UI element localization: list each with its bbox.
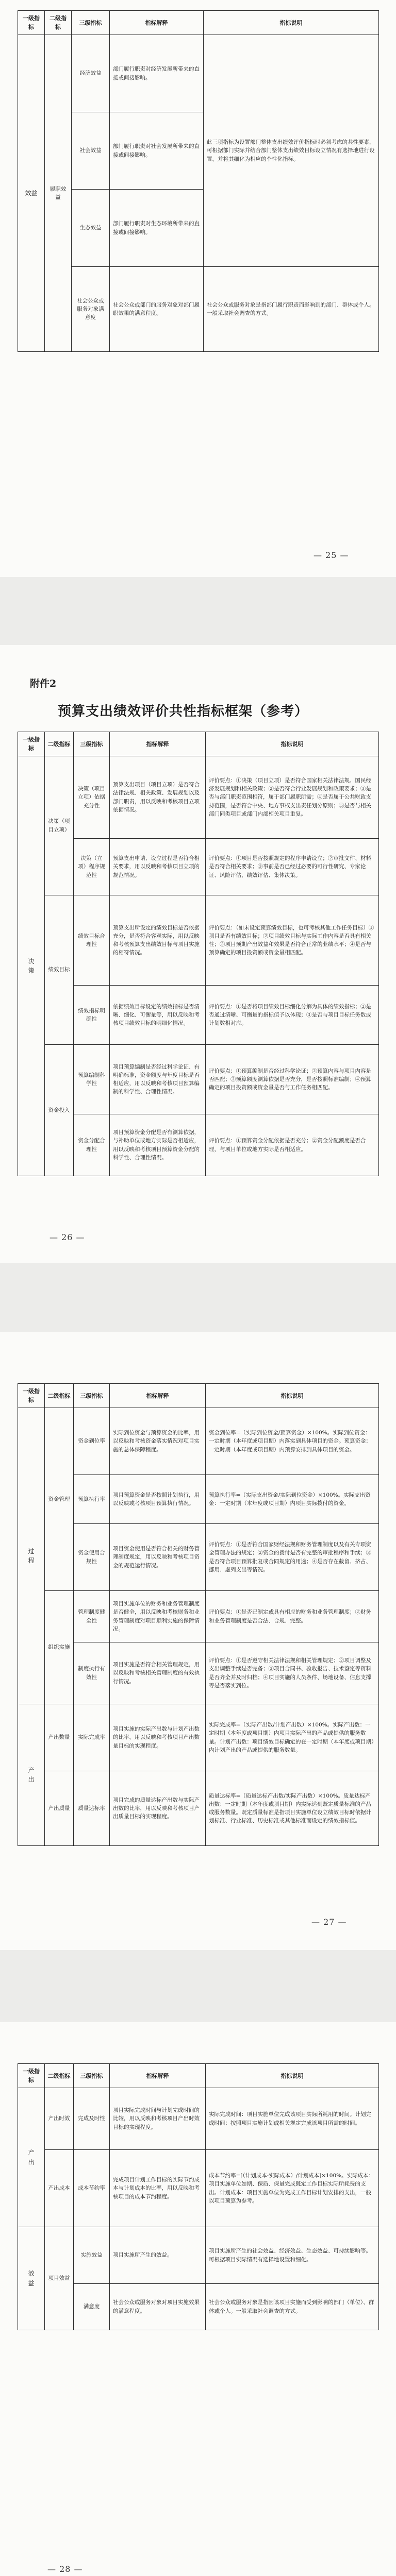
table-row [18, 756, 379, 839]
explanation-cell: 项目预算资金分配是否有测算依据，与补助单位或地方实际是否相适应，用以反映和考核项目预算资金分配的科学性、合理性情况。 [110, 1114, 206, 1176]
level2-cell: 绩效目标 [45, 895, 74, 1045]
header-level1: 一级指标 [18, 11, 45, 35]
table-row [18, 1045, 379, 1114]
table-header-row [18, 732, 379, 756]
table-row [18, 2227, 379, 2284]
level3-cell: 社会公众或服务对象满意度 [72, 267, 110, 352]
level3-cell: 绩效指标明确性 [74, 986, 110, 1045]
level3-cell: 实际完成率 [74, 1704, 110, 1771]
table-row [18, 2088, 379, 2150]
header-description: 指标说明 [206, 1384, 379, 1408]
page-number: — 27 — [311, 1917, 347, 1927]
level3-cell: 生态效益 [72, 190, 110, 267]
level2-cell: 产出成本 [45, 2150, 74, 2227]
explanation-cell: 预算支出所设定的绩效目标是否依据充分，是否符合客观实际，用以反映和考核预算支出绩效目标与项目实施的相符情况。 [110, 895, 206, 986]
description-cell: 资金到位率=（实际到位资金/预算资金）×100%。实际到位资金：一定时期（本年度或项目期）内落实到具体项目的资金。预算资金：一定时期（本年度或项目期）内预算安排到具体项目的资金。 [206, 1408, 379, 1475]
document-page-3 [0, 1332, 396, 1950]
level1-char: 益 [28, 2279, 35, 2287]
level1-cell [18, 1408, 45, 1704]
page-gap [0, 1950, 396, 2022]
description-cell: 社会公众或服务对象是指因该项目实施而受到影响的部门（单位）、群体或个人。一般采取社会调查的方式。 [206, 2284, 379, 2330]
page-gap [0, 1263, 396, 1332]
level3-cell: 质量达标率 [74, 1771, 110, 1846]
description-cell: 质量达标率=（质量达标产出数/实际产出数）×100%。质量达标产出数：一定时期（本年度或项目期）内实际达到既定质量标准的产品或服务数量。既定质量标准是指项目实施单位设立绩效目标时依据计划标准、行业标准、历史标准或其他标准而设定的绩效指标值。 [206, 1771, 379, 1846]
level2-cell: 产出时效 [45, 2088, 74, 2150]
header-level1: 一级指标 [18, 2064, 45, 2088]
explanation-cell: 项目预算编制是否经过科学论证、有明确标准，资金额度与年度目标是否相适应，用以反映和考核项目预算编制的科学性、合理性情况。 [110, 1045, 206, 1114]
level2-cell: 履职效益 [45, 35, 72, 352]
level3-cell: 预算编制科学性 [74, 1045, 110, 1114]
description-cell: 评价要点：（如未设定预算绩效目标，也可考核其他工作任务目标）①项目是否有绩效目标；②项目绩效目标与实际工作内容是否具有相关性；③项目预期产出效益和效果是否符合正常的业绩水平；④是否与预算确定的项目投资额或资金量相匹配。 [206, 895, 379, 986]
description-cell: 社会公众或服务对象是指部门履行职责而影响到的部门、群体或个人。一般采取社会调查的方式。 [204, 267, 379, 352]
explanation-cell: 预算支出申请、设立过程是否符合相关要求，用以反映和考核项目立项的规范情况。 [110, 839, 206, 895]
description-cell: 实际完成时间：项目实施单位完成该项目实际所耗用的时间。计划完成时间：按照项目实施计划或相关规定完成该项目所需的时间。 [206, 2088, 379, 2150]
description-cell: 成本节约率=[（计划成本-实际成本）/计划成本]×100%。实际成本：项目实施单位如期、保质、保量完成既定工作目标实际所耗费的支出。计划成本：项目实施单位为完成工作目标计划安排的支出，一般以项目预算为参考。 [206, 2150, 379, 2227]
indicator-table-page-2 [18, 732, 379, 1176]
level1-char: 策 [28, 967, 35, 975]
header-level1: 一级指标 [18, 1384, 45, 1408]
explanation-cell: 实际到位资金与预算资金的比率，用以反映和考核资金落实情况对项目实施的总体保障程度。 [110, 1408, 206, 1475]
explanation-cell: 依据绩效目标设定的绩效指标是否清晰、细化、可衡量等，用以反映和考核项目绩效目标的明细化情况。 [110, 986, 206, 1045]
header-description: 指标说明 [204, 11, 379, 35]
header-explanation: 指标解释 [110, 11, 204, 35]
description-cell: 评价要点：①预算资金分配依据是否充分；②资金分配额度是否合理，与项目单位或地方实际是否相适应。 [206, 1114, 379, 1176]
explanation-cell: 项目实施是否符合相关管理规定，用以反映和考核相关管理制度的有效执行情况。 [110, 1642, 206, 1704]
level2-cell: 资金管理 [45, 1408, 74, 1591]
table-row [18, 895, 379, 986]
description-cell: 项目实施所产生的社会效益、经济效益、生态效益、可持续影响等。可根据项目实际情况有选择地设置和细化。 [206, 2227, 379, 2284]
explanation-cell: 项目完成的质量达标产出数与实际产出数的比率，用以反映和考核项目产出质量目标的实现程度。 [110, 1771, 206, 1846]
level3-cell: 满意度 [74, 2284, 110, 2330]
explanation-cell: 社会公众或服务对象对项目实施效果的满意程度。 [110, 2284, 206, 2330]
level1-char: 过 [28, 1547, 35, 1555]
table-row [18, 1771, 379, 1846]
level2-cell: 资金投入 [45, 1045, 74, 1176]
table-header-row [18, 1384, 379, 1408]
level1-char: 程 [28, 1557, 35, 1565]
level3-cell: 管理制度健全性 [74, 1591, 110, 1642]
table-header-row [18, 11, 379, 35]
header-level3: 三级指标 [74, 1384, 110, 1408]
level3-cell: 资金分配合理性 [74, 1114, 110, 1176]
level1-cell: 效益 [18, 35, 45, 352]
explanation-cell: 项目预算资金是否按照计划执行，用以反映或考核项目预算执行情况。 [110, 1475, 206, 1524]
level3-cell: 资金使用合规性 [74, 1524, 110, 1591]
level1-char: 决 [28, 957, 35, 965]
indicator-table-page-3 [18, 1383, 379, 1846]
level3-cell: 社会效益 [72, 112, 110, 190]
level3-cell: 决策（项目立项）依据充分性 [74, 756, 110, 839]
level1-cell [18, 756, 45, 1176]
header-level2: 二级指标 [45, 732, 74, 756]
description-cell: 评价要点：①是否将项目绩效目标细化分解为具体的绩效指标；②是否通过清晰、可衡量的指标值予以体现；③是否与项目目标任务数或计划数相对应。 [206, 986, 379, 1045]
level1-cell [18, 2227, 45, 2330]
level1-char: 产 [28, 2149, 35, 2156]
description-cell: 此三项指标为设置部门整体支出绩效评价指标时必须考虑的共性要素，可根据部门实际并结合部门整体支出绩效目标设立情况有选择地进行设置，并将其细化为相应的个性化指标。 [204, 35, 379, 267]
explanation-cell: 项目实施所产生的效益。 [110, 2227, 206, 2284]
table-header-row [18, 2064, 379, 2088]
explanation-cell: 社会公众或部门的服务对象对部门履职效果的满意程度。 [110, 267, 204, 352]
table-row [18, 2150, 379, 2227]
level3-cell: 成本节约率 [74, 2150, 110, 2227]
description-cell: 预算执行率=（实际支出资金/实际到位资金）×100%。实际支出资金：一定时期（本年度或项目期）内项目实际拨付的资金。 [206, 1475, 379, 1524]
document-title: 预算支出绩效评价共性指标框架（参考） [58, 704, 309, 719]
level3-cell: 经济效益 [72, 35, 110, 112]
explanation-cell: 项目实施的实际产出数与计划产出数的比率，用以反映和考核项目产出数量目标的实现程度。 [110, 1704, 206, 1771]
explanation-cell: 完成项目计划工作目标的实际节约成本与计划成本的比率，用以反映和考核项目的成本节约程度。 [110, 2150, 206, 2227]
explanation-cell: 部门履行职责对社会发展所带来的直接或间接影响。 [110, 112, 204, 190]
level2-cell: 产出数量 [45, 1704, 74, 1771]
level3-cell: 实施效益 [74, 2227, 110, 2284]
description-cell: 实际完成率=（实际产出数/计划产出数）×100%。实际产出数：一定时期（本年度或项目期）内项目实际产出的产品或提供的服务数量。计划产出数：项目绩效目标确定的在一定时期（本年度或项目期）内计划产出的产品或提供的服务数量。 [206, 1704, 379, 1771]
header-level3: 三级指标 [74, 732, 110, 756]
header-description: 指标说明 [206, 2064, 379, 2088]
level1-char: 出 [28, 2158, 35, 2166]
level2-cell: 决策（项目立项） [45, 756, 74, 895]
level2-cell: 产出质量 [45, 1771, 74, 1846]
explanation-cell: 项目资金使用是否符合相关的财务管理制度规定，用以反映和考核项目资金的规范运行情况。 [110, 1524, 206, 1591]
document-page-4 [0, 2022, 396, 2576]
description-cell: 评价要点：①是否已制定或具有相应的财务和业务管理制度；②财务和业务管理制度是否合法、合规、完整。 [206, 1591, 379, 1642]
description-cell: 评价要点：①项目是否按照规定的程序申请设立；②审批文件、材料是否符合相关要求；③事前是否已经过必要的可行性研究、专家论证、风险评估、绩效评估、集体决策。 [206, 839, 379, 895]
level1-cell [18, 1704, 45, 1846]
description-cell: 评价要点：①是否符合国家财经法规和财务管理制度以及有关专项资金管理办法的规定；②资金的拨付是否有完整的审批程序和手续；③是否符合项目预算批复或合同规定的用途；④是否存在截留、挤占、挪用、虚列支出等情况。 [206, 1524, 379, 1591]
level3-cell: 资金到位率 [74, 1408, 110, 1475]
table-row [18, 35, 379, 112]
header-level2: 二级指标 [45, 2064, 74, 2088]
table-row [18, 267, 379, 352]
header-explanation: 指标解释 [110, 1384, 206, 1408]
header-description: 指标说明 [206, 732, 379, 756]
explanation-cell: 项目实施单位的财务和业务管理制度是否健全，用以反映和考核财务和业务管理制度对项目顺利实施的保障情况。 [110, 1591, 206, 1642]
description-cell: 评价要点：①决策（项目立项）是否符合国家相关法律法规、国民经济发展规划和相关政策；②是否符合行业发展规划和政策要求；③是否与部门职责范围相符，属于部门履职所需；④是否属于公共财政支持范围，是否符合中央、地方事权支出责任划分原则；⑤是否与相关部门同类项目或部门内部相关项目重复。 [206, 756, 379, 839]
header-level1: 一级指标 [18, 732, 45, 756]
description-cell: 评价要点：①预算编制是否经过科学论证；②预算内容与项目内容是否匹配；③预算额度测算依据是否充分，是否按照标准编制；④预算确定的项目投资额或资金量是否与工作任务相匹配。 [206, 1045, 379, 1114]
level3-cell: 绩效目标合理性 [74, 895, 110, 986]
level2-cell: 项目效益 [45, 2227, 74, 2330]
document-page-2 [0, 645, 396, 1263]
document-page-1 [0, 0, 396, 577]
header-level3: 三级指标 [74, 2064, 110, 2088]
table-row [18, 1408, 379, 1475]
header-level2: 二级指标 [45, 1384, 74, 1408]
level3-cell: 预算执行率 [74, 1475, 110, 1524]
explanation-cell: 部门履行职责对生态环境所带来的直接或间接影响。 [110, 190, 204, 267]
page-gap [0, 577, 396, 645]
page-number: — 26 — [50, 1232, 85, 1242]
annex-label: 附件2 [30, 678, 57, 689]
explanation-cell: 部门履行职责对经济发展所带来的直接或间接影响。 [110, 35, 204, 112]
page-number: — 25 — [314, 550, 349, 560]
level3-cell: 制度执行有效性 [74, 1642, 110, 1704]
header-explanation: 指标解释 [110, 732, 206, 756]
level1-char: 效 [28, 2270, 35, 2277]
level3-cell: 完成及时性 [74, 2088, 110, 2150]
level1-cell [18, 2088, 45, 2227]
indicator-table-page-1 [18, 10, 379, 352]
level1-char: 出 [28, 1776, 35, 1784]
header-explanation: 指标解释 [110, 2064, 206, 2088]
level3-cell: 决策（立项）程序规范性 [74, 839, 110, 895]
header-level3: 三级指标 [72, 11, 110, 35]
table-row [18, 1704, 379, 1771]
description-cell: 评价要点：①是否遵守相关法律法规和相关管理规定；②项目调整及支出调整手续是否完备；③项目合同书、验收报告、技术鉴定等资料是否齐全并及时归档；④项目实施的人员条件、场地设备、信息支撑等是否落实到位。 [206, 1642, 379, 1704]
level2-cell: 组织实施 [45, 1591, 74, 1704]
explanation-cell: 项目实际完成时间与计划完成时间的比较，用以反映和考核项目产出时效目标的实现程度。 [110, 2088, 206, 2150]
page-number: — 28 — [47, 2564, 83, 2574]
level1-char: 产 [28, 1766, 35, 1774]
indicator-table-page-4 [18, 2063, 379, 2330]
explanation-cell: 预算支出项目（项目立项）是否符合法律法规、相关政策、发展规划以及部门职责，用以反映和考核项目立项依据情况。 [110, 756, 206, 839]
table-row [18, 1591, 379, 1642]
header-level2: 二级指标 [45, 11, 72, 35]
